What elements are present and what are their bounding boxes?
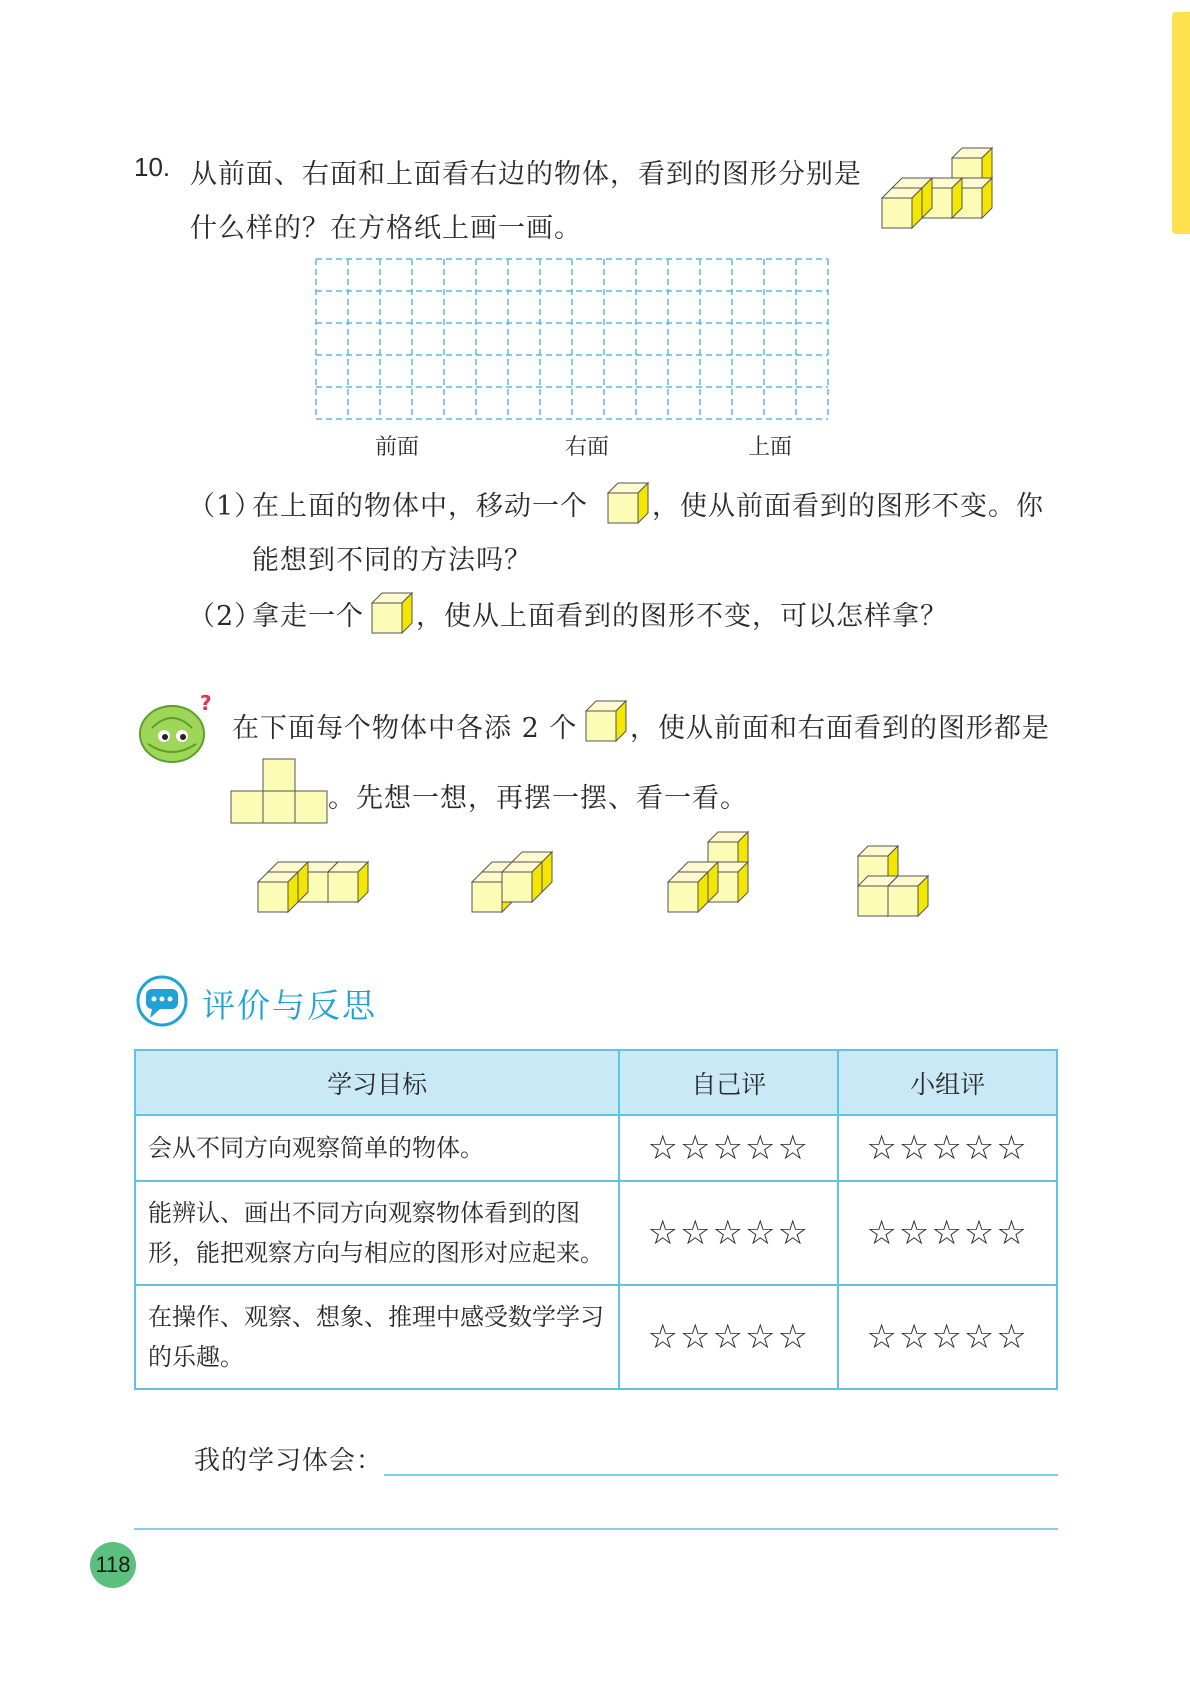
sub2-label: （2） xyxy=(188,601,263,632)
arrangement-figure xyxy=(666,826,776,926)
sub1-text-b: ，使从前面看到的图形不变。你 xyxy=(652,491,1044,522)
chapter-tab xyxy=(1172,12,1190,234)
evaluation-title: 评价与反思 xyxy=(202,986,377,1025)
svg-text:?: ? xyxy=(200,691,212,715)
question-object-figure xyxy=(880,142,1020,238)
sub2-text-a: 拿走一个 xyxy=(252,601,364,632)
challenge-text-c: 。先想一想，再摆一摆、看一看。 xyxy=(328,783,748,814)
grid-label-right: 右面 xyxy=(565,435,610,460)
sub1-text-c: 能想到不同的方法吗？ xyxy=(252,545,532,576)
sub2-text-b: ，使从上面看到的图形不变，可以怎样拿？ xyxy=(416,601,948,632)
reflection-line[interactable] xyxy=(134,1528,1058,1530)
sub1-label: （1） xyxy=(188,491,263,522)
challenge-text-a: 在下面每个物体中各添 2 个 xyxy=(232,713,578,744)
group-rating-stars[interactable]: ☆☆☆☆☆ xyxy=(838,1115,1057,1181)
cube-icon xyxy=(606,481,652,527)
grid-label-front: 前面 xyxy=(375,435,420,460)
reflection-line[interactable] xyxy=(384,1474,1058,1476)
self-rating-stars[interactable]: ☆☆☆☆☆ xyxy=(619,1181,838,1285)
chat-bubble-icon xyxy=(134,974,190,1028)
question-number: 10. xyxy=(134,152,171,182)
table-row xyxy=(135,1285,1057,1389)
arrangement-figure xyxy=(856,840,946,930)
question-text-line2: 什么样的？在方格纸上画一画。 xyxy=(190,213,582,244)
arrangement-figure xyxy=(256,856,386,926)
self-rating-stars[interactable]: ☆☆☆☆☆ xyxy=(619,1285,838,1389)
evaluation-table xyxy=(134,1049,1058,1390)
group-rating-stars[interactable]: ☆☆☆☆☆ xyxy=(838,1285,1057,1389)
reflection-label: 我的学习体会： xyxy=(194,1446,384,1476)
table-row xyxy=(135,1115,1057,1181)
self-rating-stars[interactable]: ☆☆☆☆☆ xyxy=(619,1115,838,1181)
header-self: 自己评 xyxy=(619,1050,838,1115)
arrangement-figure xyxy=(470,846,580,926)
header-group: 小组评 xyxy=(838,1050,1057,1115)
grid-label-top: 上面 xyxy=(748,435,793,460)
target-view-figure xyxy=(230,756,330,826)
header-goal: 学习目标 xyxy=(135,1050,619,1115)
question-text-line1: 从前面、右面和上面看右边的物体，看到的图形分别是 xyxy=(190,159,862,190)
cabbage-mascot-icon xyxy=(130,688,214,768)
sub1-text-a: 在上面的物体中，移动一个 xyxy=(252,491,588,522)
cube-icon xyxy=(584,699,630,745)
goal-cell: 会从不同方向观察简单的物体。 xyxy=(135,1115,619,1181)
goal-cell: 能辨认、画出不同方向观察物体看到的图形，能把观察方向与相应的图形对应起来。 xyxy=(135,1181,619,1285)
goal-cell: 在操作、观察、想象、推理中感受数学学习的乐趣。 xyxy=(135,1285,619,1389)
drawing-grid[interactable] xyxy=(315,258,829,420)
cube-icon xyxy=(370,591,416,637)
page-number: 118 xyxy=(90,1542,136,1588)
group-rating-stars[interactable]: ☆☆☆☆☆ xyxy=(838,1181,1057,1285)
table-row xyxy=(135,1181,1057,1285)
challenge-text-b: ，使从前面和右面看到的图形都是 xyxy=(630,713,1050,744)
